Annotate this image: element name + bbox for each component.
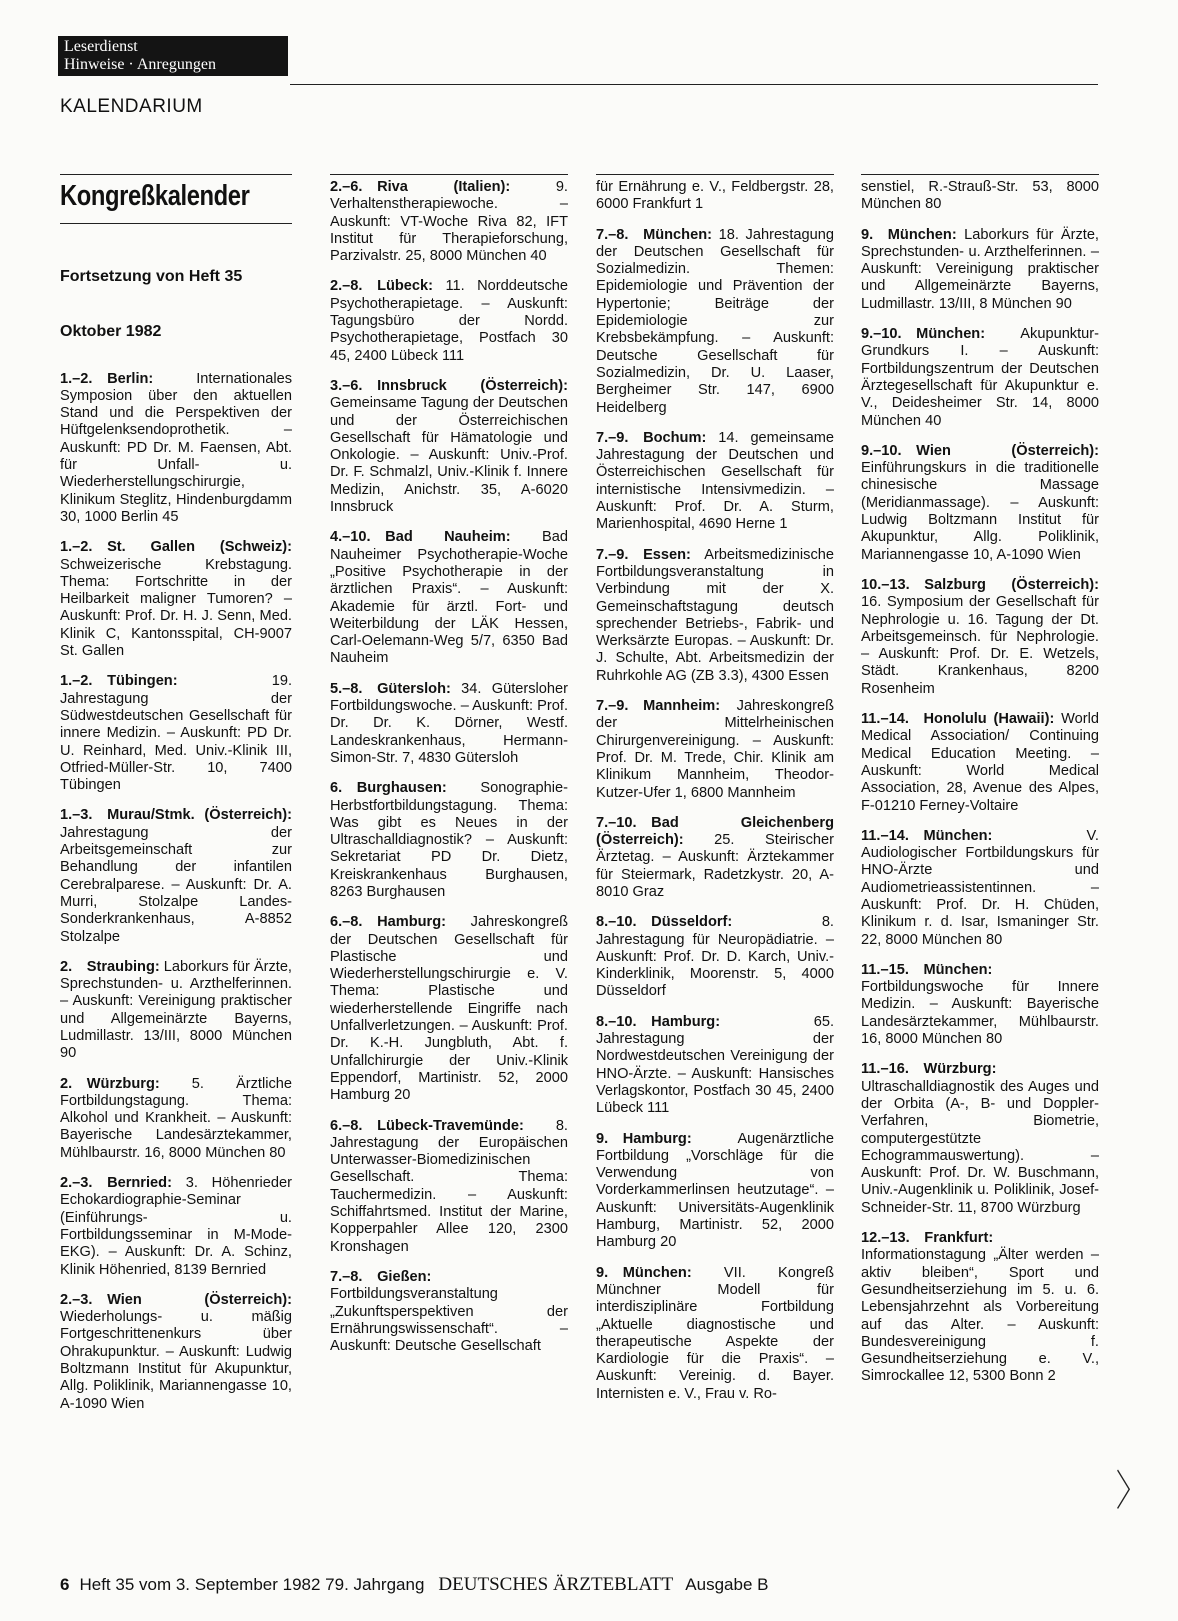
calendar-entry (330, 179, 568, 265)
entry-date: 7.–9. (596, 698, 629, 715)
entry-text: Einführungskurs in die traditionelle chinesische Massage (Meridianmassage). – Auskunft: Ludwig Boltzmann Institut für Akupunktur, Allg. Poliklinik, Mariannengasse 10, A-1090 Wien (861, 460, 1099, 563)
entry-date: 7.–9. (596, 429, 629, 446)
entry-text: Laborkurs für Ärzte, Sprechstunden- u. Arzthelferinnen. – Auskunft: Vereinigung praktischer und Allgemeinärzte Bayerns, Ludmillastr. 13/III, 8 München 90 (861, 226, 1099, 312)
entry-date: 2. (60, 958, 73, 975)
calendar-entry (330, 278, 568, 364)
entry-text: 65. Jahrestagung der Nordwestdeutschen Vereinigung der HNO-Ärzte. – Auskunft: Hansisches Verlagskontor, Postfach 30 45, 2400 Lübeck 111 (596, 1013, 834, 1117)
entry-date: 7.–9. (596, 546, 629, 563)
entry-text: für Ernährung e. V., Feldbergstr. 28, 6000 Frankfurt 1 (596, 179, 834, 213)
calendar-entry (861, 828, 1099, 949)
entry-date: 6. (330, 780, 343, 797)
entry-date: 11.–16. (861, 1061, 909, 1078)
calendar-entry (330, 780, 568, 901)
entry-location: Bernried: (107, 1175, 172, 1192)
calendar-entry (60, 1292, 292, 1413)
entry-location: München: (923, 961, 993, 978)
entry-location: Hamburg: (651, 1013, 721, 1030)
entry-location: Burghausen: (356, 780, 447, 797)
entry-text: 8. Jahrestagung der Europäischen Unterwasser-Biomedizinischen Gesellschaft. Thema: Tauchermedizin. – Auskunft: Schiffahrtsmed. Institut der Marine, Kopperpahler Allee 120, 2300 Kronshagen (330, 1117, 568, 1255)
entry-location: Riva (Italien): (377, 179, 511, 195)
entry-date: 2.–8. (330, 278, 363, 295)
calendar-entry (60, 371, 292, 527)
entry-date: 1.–3. (60, 807, 93, 824)
entry-location: Gütersloh: (377, 680, 451, 697)
entry-location: München: (923, 827, 993, 844)
entry-location: Wien (Österreich): (916, 442, 1099, 459)
entry-location: Straubing: (86, 958, 160, 975)
entry-location: Frankfurt: (924, 1230, 994, 1247)
entry-text: Fortbildungsveranstaltung „Zukunftsperspektiven der Ernährungswissenschaft“. – Auskunft: Deutsche Gesellschaft (330, 1286, 568, 1355)
entry-text: Jahrestagung der Arbeitsgemeinschaft zur Behandlung der infantilen Cerebralparese. – Auskunft: Dr. A. Murri, Stolzalpe Landes-Sonderkrankenhaus, A-8852 Stolzalpe (60, 824, 292, 945)
calendar-entry (596, 1265, 834, 1403)
entry-date: 5.–8. (330, 680, 363, 697)
entry-location: Hamburg: (622, 1130, 692, 1147)
calendar-entry (330, 914, 568, 1104)
entry-text: Arbeitsmedizinische Fortbildungsveranstaltung in Verbindung mit der X. Gemeinschaftstagung deutsch sprechender Betriebs-, Fabrik- und Werksärzte Europas. – Auskunft: Dr. J. Schulte, Abt. Arbeitsmedizin der Ruhrkohle AG (ZB 3.3), 4300 Essen (596, 546, 834, 684)
entry-date: 4.–10. (330, 529, 371, 546)
calendar-entry (861, 443, 1099, 564)
column-rule (330, 174, 568, 175)
edition: Ausgabe B (685, 1575, 769, 1594)
title-rule-bottom (60, 223, 292, 224)
entry-text: 8. Jahrestagung für Neuropädiatrie. – Auskunft: Prof. Dr. D. Karch, Univ.-Kinderklinik, Moorenstr. 5, 4000 Düsseldorf (596, 914, 834, 1000)
entry-date: 6.–8. (330, 1117, 363, 1134)
calendar-entry (330, 681, 568, 767)
calendar-entry (861, 711, 1099, 815)
calendar-entry (60, 539, 292, 660)
column-1 (60, 174, 292, 1426)
entry-text: senstiel, R.-Strauß-Str. 53, 8000 München 80 (861, 179, 1099, 213)
calendar-entry (861, 179, 1099, 214)
entry-date: 6.–8. (330, 914, 363, 931)
entry-location: Murau/Stmk. (Österreich): (107, 807, 292, 824)
calendar-entry (596, 1014, 834, 1118)
month-heading: Oktober 1982 (60, 323, 162, 341)
entry-date: 2. (60, 1075, 73, 1092)
calendar-entry (60, 1175, 292, 1279)
entry-text: Ultraschalldiagnostik des Auges und der Orbita (A-, B- und Doppler-Verfahren, Biometrie, computergestützte Echogrammauswertung). – Auskunft: Prof. Dr. W. Buschmann, Univ.-Augenklinik u. Poliklinik, Josef-Schneider-Str. 11, 8700 Würzburg (861, 1078, 1099, 1216)
entry-date: 10.–13. (861, 576, 910, 593)
entry-location: München: (887, 226, 957, 243)
entry-location: Hamburg: (377, 914, 446, 931)
entry-text: 14. gemeinsame Jahrestagung der Deutschen und Österreichischen Gesellschaft für internistische Intensivmedizin. – Auskunft: Prof. Dr. A. Sturm, Marienhospital, 4690 Herne 1 (596, 429, 834, 533)
entry-location: Bad Nauheim: (385, 529, 511, 546)
calendar-entry (60, 673, 292, 794)
entry-date: 9. (596, 1264, 609, 1281)
calendar-entry (60, 807, 292, 945)
calendar-entry (330, 529, 568, 667)
entry-location: Würzburg: (923, 1061, 997, 1078)
page-number: 6 (60, 1575, 70, 1594)
header-line-1: Leserdienst (64, 38, 138, 55)
entry-text: 16. Symposium der Gesellschaft für Nephrologie u. 16. Tagung der Dt. Arbeitsgemeinsch. für Nephrologie. – Auskunft: Prof. Dr. E. Wetzels, Städt. Krankenhaus, 8200 Rosenheim (861, 594, 1099, 697)
calendar-entry (330, 378, 568, 516)
calendar-entry (596, 698, 834, 802)
entry-text: World Medical Association/ Continuing Medical Education Meeting. – Auskunft: World Medical Association, 28, Avenue des Alpes, F-01210 Ferney-Voltaire (861, 711, 1100, 814)
calendar-entry (861, 326, 1099, 430)
calendar-entry (596, 430, 834, 534)
column-4 (861, 174, 1099, 1399)
entry-text: 18. Jahrestagung der Deutschen Gesellschaft für Sozialmedizin. Themen: Epidemiologie und Prävention der Hypertonie; Beiträge der Epidemiologie zur Krebsbekämpfung. – Auskunft: Deutsche Gesellschaft für Sozialmedizin, Dr. U. Laaser, Bergheimer Str. 147, 6900 Heidelberg (596, 226, 834, 416)
column-3 (596, 174, 834, 1416)
entry-location: München: (916, 326, 986, 343)
entry-location: Gießen: (377, 1268, 432, 1285)
entry-location: Würzburg: (86, 1075, 160, 1092)
calendar-entry (60, 1076, 292, 1162)
column-2 (330, 174, 568, 1368)
entry-location: München: (622, 1264, 692, 1281)
entry-date: 12.–13. (861, 1230, 910, 1247)
calendar-entry (596, 179, 834, 214)
calendar-entry (861, 227, 1099, 313)
entry-date: 7.–10. (596, 814, 637, 831)
continue-arrow-icon: 〉 (1116, 1469, 1146, 1516)
entry-location: Innsbruck (Österreich): (377, 377, 568, 394)
entry-text: VII. Kongreß Münchner Modell für interdisziplinäre Fortbildung „Aktuelle diagnostische und therapeutische Aspekte der Kardiologie für die Praxis“. – Auskunft: Vereinig. d. Bayer. Internisten e. V., Frau v. Ro- (596, 1264, 834, 1402)
entry-location: St. Gallen (Schweiz): (107, 539, 292, 556)
issue-info: Heft 35 vom 3. September 1982 79. Jahrgang (79, 1575, 425, 1594)
page-footer (60, 1574, 768, 1596)
title-rule-top (60, 174, 292, 175)
calendar-entry (330, 1269, 568, 1355)
entry-date: 1.–2. (60, 370, 93, 387)
entry-location: Essen: (643, 546, 691, 563)
top-rule (290, 84, 1098, 85)
calendar-entry (596, 227, 834, 417)
entry-text: Wiederholungs- u. mäßig Fortgeschrittenenkurs über Ohrakupunktur. – Auskunft: Ludwig Boltzmann Institut für Akupunktur, Allg. Poliklinik, Mariannengasse 10, A-1090 Wien (60, 1309, 292, 1412)
column-rule (596, 174, 834, 175)
calendar-entry (596, 815, 834, 901)
entry-location: Wien (Österreich): (107, 1291, 292, 1308)
entry-text: Fortbildungswoche für Innere Medizin. – Auskunft: Bayerische Landesärztekammer, Mühlbaurstr. 16, 8000 München 80 (861, 979, 1099, 1048)
entry-date: 2.–6. (330, 179, 363, 195)
entry-location: Berlin: (107, 370, 154, 387)
entry-date: 7.–8. (596, 226, 629, 243)
entry-text: 3. Höhenrieder Echokardiographie-Seminar (Einführungs- u. Fortbildungsseminar in M-Mode-EKG). – Auskunft: Dr. A. Schinz, Klinik Höhenried, 8139 Bernried (60, 1175, 292, 1278)
entry-date: 3.–6. (330, 377, 363, 394)
entry-text: Akupunktur-Grundkurs I. – Auskunft: Fortbildungszentrum der Deutschen Ärztegesellschaft für Akupunktur e. V., Deidesheimer Str. 14, 8000 München 40 (861, 326, 1099, 429)
entry-text: Laborkurs für Ärzte, Sprechstunden- u. Arzthelferinnen. – Auskunft: Vereinigung praktischer und Allgemeinärzte Bayerns, Ludmillastr. 13/III, 8000 München 90 (60, 958, 292, 1062)
entry-location: Salzburg (Österreich): (924, 576, 1099, 593)
calendar-entry (861, 1061, 1099, 1217)
entry-text: Bad Nauheimer Psychotherapie-Woche „Positive Psychotherapie in der ärztlichen Praxis“. – Auskunft: Akademie für ärztl. Fort- und Weiterbildung der LÄK Hessen, Carl-Oelemann-Weg 5/7, 6350 Bad Nauheim (330, 529, 568, 667)
entry-location: Honolulu (Hawaii): (923, 711, 1055, 728)
calendar-entry (596, 1131, 834, 1252)
entry-date: 9.–10. (861, 442, 902, 459)
journal-name: DEUTSCHES ÄRZTEBLATT (438, 1574, 674, 1595)
entry-text: Internationales Symposion über den aktuellen Stand und die Perspektiven der Hüftgelenksendoprothetik. – Auskunft: PD Dr. M. Faensen, Abt. für Unfall- u. Wiederherstellungschirurgie, Klinikum Steglitz, Hindenburgdamm 30, 1000 Berlin 45 (60, 370, 292, 525)
entry-text: 11. Norddeutsche Psychotherapietage. – Auskunft: Tagungsbüro der Nordd. Psychotherapietage, Postfach 30 45, 2400 Lübeck 111 (330, 278, 568, 364)
header-line-2: Hinweise · Anregungen (64, 56, 216, 73)
entry-text: Jahreskongreß der Mittelrheinischen Chirurgenvereinigung. – Auskunft: Prof. Dr. M. Trede, Chir. Klinik am Klinikum Mannheim, Theodor-Kutzer-Ufer 1, 6800 Mannheim (596, 698, 834, 801)
entry-text: 9. Verhaltenstherapiewoche. – Auskunft: VT-Woche Riva 82, IFT Institut für Therapieforschung, Parzivalstr. 25, 8000 München 40 (330, 179, 568, 265)
entry-location: Düsseldorf: (651, 914, 733, 931)
entry-date: 11.–15. (861, 961, 909, 978)
entry-location: Lübeck: (377, 278, 434, 295)
entry-text: 5. Ärztliche Fortbildungstagung. Thema: Alkohol und Krankheit. – Auskunft: Bayerische Landesärztekammer, Mühlbaurstr. 16, 8000 München 80 (60, 1075, 292, 1161)
entry-date: 8.–10. (596, 914, 637, 931)
entry-date: 7.–8. (330, 1268, 363, 1285)
entry-date: 1.–2. (60, 673, 93, 690)
entry-date: 9.–10. (861, 326, 902, 343)
page-title: Kongreßkalender (60, 180, 250, 212)
entry-text: Gemeinsame Tagung der Deutschen und der Österreichischen Gesellschaft für Hämatologie und Onkologie. – Auskunft: Univ.-Prof. Dr. F. Schmalzl, Univ.-Klinik f. Innere Medizin, Anichstr. 35, A-6020 Innsbruck (330, 395, 568, 516)
entry-date: 2.–3. (60, 1291, 93, 1308)
entry-date: 1.–2. (60, 539, 93, 556)
column-rule (861, 174, 1099, 175)
entry-location: Lübeck-Travemünde: (377, 1117, 524, 1134)
section-header-box (58, 36, 288, 76)
entry-date: 8.–10. (596, 1013, 637, 1030)
calendar-entry (861, 1230, 1099, 1386)
entry-text: Augenärztliche Fortbildung „Vorschläge für die Verwendung von Vorderkammerlinsen heutzutage“. – Auskunft: Universitäts-Augenklinik Hamburg, Martinistr. 52, 2000 Hamburg 20 (596, 1130, 834, 1251)
calendar-entry (60, 959, 292, 1063)
entry-text: V. Audiologischer Fortbildungskurs für HNO-Ärzte und Audiometrieassistentinnen. – Auskunft: Prof. Dr. H. Chüden, Klinikum r. d. Isar, Ismaninger Str. 22, 8000 München 80 (861, 827, 1099, 948)
entry-date: 11.–14. (861, 827, 909, 844)
entry-text: Schweizerische Krebstagung. Thema: Fortschritte in der Heilbarkeit maligner Tumoren? – Auskunft: Prof. Dr. H. J. Senn, Med. Klinik C, Kantonsspital, CH-9007 St. Gallen (60, 556, 292, 660)
entry-text: Informationstagung „Älter werden – aktiv bleiben“, Sport und Gesundheitserziehung im 5. u. 6. Lebensjahrzehnt als Vorbereitung auf das Alter. – Auskunft: Bundesvereinigung f. Gesundheitserziehung e. V., Simrockallee 12, 5300 Bonn 2 (861, 1247, 1099, 1385)
calendar-entry (596, 547, 834, 685)
entry-date: 2.–3. (60, 1175, 93, 1192)
subtitle: Fortsetzung von Heft 35 (60, 268, 243, 285)
entry-location: Tübingen: (107, 673, 178, 690)
entry-location: München: (643, 226, 712, 243)
entry-text: Jahreskongreß der Deutschen Gesellschaft für Plastische und Wiederherstellungschirurgie e. V. Thema: Plastische und wiederherstellende Eingriffe nach Unfallverletzungen. – Auskunft: Prof. Dr. K.-H. Jungbluth, Abt. f. Unfallchirurgie der Univ.-Klinik Eppendorf, Martinistr. 52, 2000 Hamburg 20 (330, 914, 568, 1104)
entry-date: 11.–14. (861, 711, 909, 728)
entry-location: Bad Gleichenberg (Österreich): (596, 814, 834, 849)
calendar-entry (330, 1118, 568, 1256)
section-label: KALENDARIUM (60, 96, 203, 117)
entry-location: Mannheim: (643, 698, 721, 715)
entry-date: 9. (861, 226, 874, 243)
entry-text: 34. Gütersloher Fortbildungswoche. – Auskunft: Prof. Dr. Dr. K. Dörner, Westf. Landeskrankenhaus, Hermann-Simon-Str. 7, 4830 Gütersloh (330, 680, 568, 766)
entry-date: 9. (596, 1130, 609, 1147)
entry-text: 25. Steirischer Ärztetag. – Auskunft: Ärztekammer für Steiermark, Radetzkystr. 20, A-8010 Graz (596, 832, 834, 900)
entry-text: Sonographie-Herbstfortbildungstagung. Thema: Was gibt es Neues in der Ultraschalldiagnostik? – Auskunft: Sekretariat PD Dr. Dietz, Kreiskrankenhaus Burghausen, 8263 Burghausen (330, 780, 568, 900)
entry-text: 19. Jahrestagung der Südwestdeutschen Gesellschaft für innere Medizin. – Auskunft: PD Dr. U. Reinhard, Med. Univ.-Klinik III, Otfried-Müller-Str. 10, 7400 Tübingen (60, 673, 292, 794)
calendar-entry (861, 577, 1099, 698)
calendar-entry (861, 962, 1099, 1048)
calendar-entry (596, 914, 834, 1000)
entry-location: Bochum: (643, 429, 707, 446)
